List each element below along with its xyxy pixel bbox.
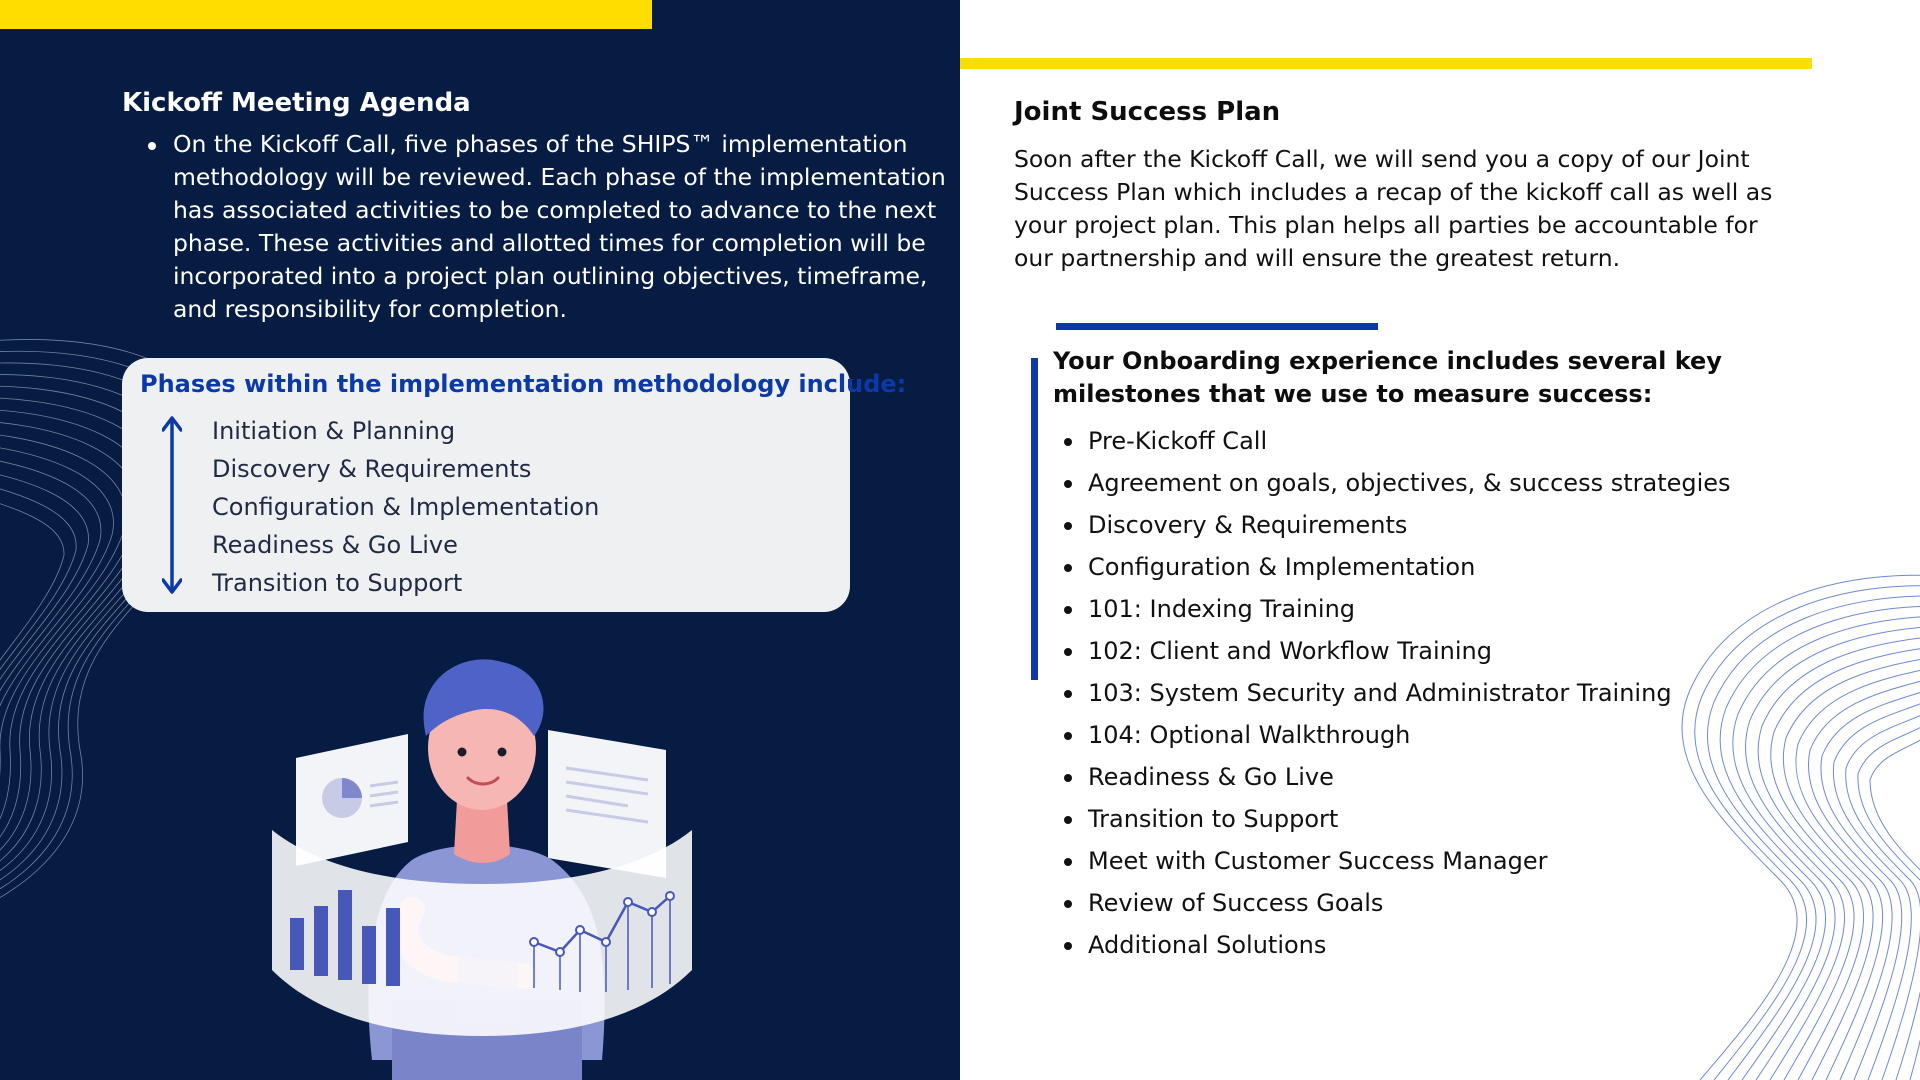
phases-heading: Phases within the implementation methodology include: xyxy=(140,370,907,398)
milestone-item: 104: Optional Walkthrough xyxy=(1064,714,1684,756)
milestones-heading: Your Onboarding experience includes several key milestones that we use to measure success: xyxy=(1053,347,1722,408)
milestone-item: 102: Client and Workflow Training xyxy=(1064,630,1684,672)
phases-list xyxy=(212,412,599,602)
milestone-item: Additional Solutions xyxy=(1064,924,1684,966)
joint-success-plan-title: Joint Success Plan xyxy=(1014,97,1281,127)
phase-item: Initiation & Planning xyxy=(212,417,456,445)
blue-vertical-divider xyxy=(1031,358,1038,680)
kickoff-meeting-title: Kickoff Meeting Agenda xyxy=(122,88,471,118)
milestone-item: Pre-Kickoff Call xyxy=(1064,420,1684,462)
milestone-item: Review of Success Goals xyxy=(1064,882,1684,924)
phase-item: Transition to Support xyxy=(212,569,463,597)
milestone-item: Agreement on goals, objectives, & success strategies xyxy=(1064,462,1684,504)
phase-item: Readiness & Go Live xyxy=(212,531,458,559)
kickoff-bullet: On the Kickoff Call, five phases of the SHIPS™ implementation methodology will be reviewed. Each phase of the implementation has associated activities to be completed to advance to the next phase. These activities and allotted times for completion will be incorporated into a project plan outlining objectives, timeframe, and responsibility for completion. xyxy=(146,128,946,326)
phase-item: Discovery & Requirements xyxy=(212,455,532,483)
milestone-item: Discovery & Requirements xyxy=(1064,504,1684,546)
milestone-item: Readiness & Go Live xyxy=(1064,756,1684,798)
milestone-item: Transition to Support xyxy=(1064,798,1684,840)
milestones-list xyxy=(1064,420,1731,966)
bar-chart-icon xyxy=(290,918,304,970)
double-headed-vertical-arrow-icon xyxy=(162,414,182,596)
milestone-item: 103: System Security and Administrator Training xyxy=(1064,672,1684,714)
top-yellow-accent-bar xyxy=(0,0,652,29)
milestone-item: Meet with Customer Success Manager xyxy=(1064,840,1684,882)
blue-horizontal-divider xyxy=(1056,323,1378,330)
joint-success-plan-body: Soon after the Kickoff Call, we will send you a copy of our Joint Success Plan which includes a recap of the kickoff call as well as your project plan. This plan helps all parties be accountable for our partnership and will ensure the greatest return. xyxy=(1014,145,1773,272)
person-with-analytics-dashboard-illustration xyxy=(262,640,702,1080)
kickoff-bullet-list xyxy=(146,128,946,326)
milestone-item: Configuration & Implementation xyxy=(1064,546,1684,588)
milestone-item: 101: Indexing Training xyxy=(1064,588,1684,630)
phases-callout-box xyxy=(122,358,907,612)
right-yellow-accent-bar xyxy=(960,58,1812,69)
phase-item: Configuration & Implementation xyxy=(212,493,600,521)
